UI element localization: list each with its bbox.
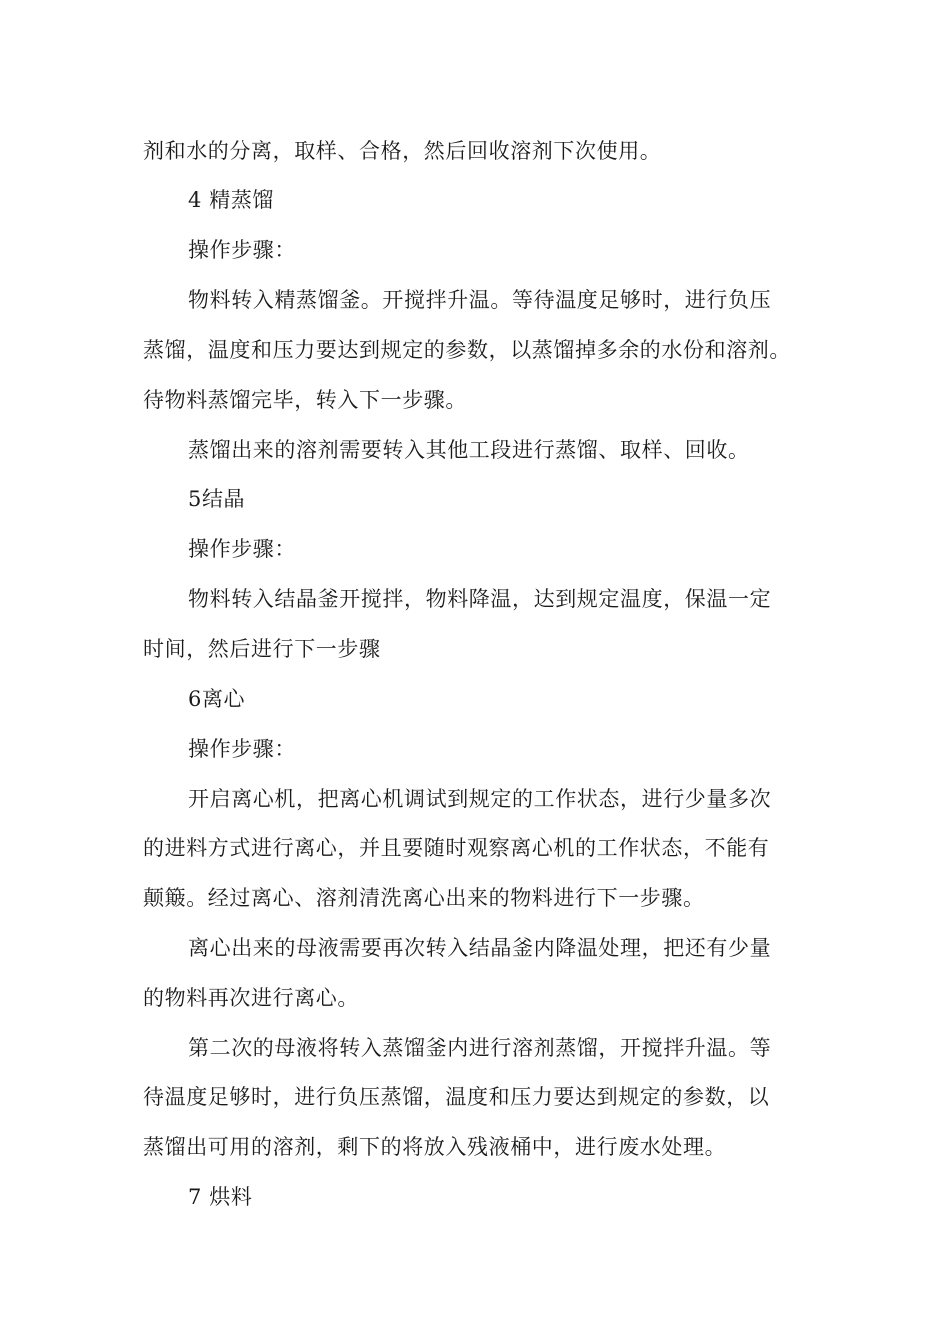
- paragraph-line: 剂和水的分离，取样、合格，然后回收溶剂下次使用。: [143, 139, 662, 163]
- section-heading: 6离心: [188, 687, 246, 711]
- section-heading: 7 烘料: [188, 1185, 253, 1209]
- paragraph-line: 第二次的母液将转入蒸馏釜内进行溶剂蒸馏，开搅拌升温。等: [188, 1036, 772, 1060]
- paragraph-label: 操作步骤：: [188, 238, 296, 262]
- paragraph-line: 蒸馏出可用的溶剂，剩下的将放入残液桶中，进行废水处理。: [143, 1135, 727, 1159]
- paragraph-line: 时间，然后进行下一步骤: [143, 637, 381, 661]
- paragraph-line: 待温度足够时，进行负压蒸馏，温度和压力要达到规定的参数，以: [143, 1085, 770, 1109]
- section-heading: 5结晶: [188, 487, 246, 511]
- paragraph-line: 颠簸。经过离心、溶剂清洗离心出来的物料进行下一步骤。: [143, 886, 705, 910]
- paragraph-line: 物料转入结晶釜开搅拌，物料降温，达到规定温度，保温一定: [188, 587, 772, 611]
- paragraph-line: 开启离心机，把离心机调试到规定的工作状态，进行少量多次: [188, 787, 772, 811]
- paragraph-line: 离心出来的母液需要再次转入结晶釜内降温处理，把还有少量: [188, 936, 772, 960]
- section-heading: 4 精蒸馏: [188, 188, 275, 212]
- paragraph-line: 的进料方式进行离心，并且要随时观察离心机的工作状态，不能有: [143, 836, 770, 860]
- paragraph-line: 物料转入精蒸馏釜。开搅拌升温。等待温度足够时，进行负压: [188, 288, 772, 312]
- paragraph-label: 操作步骤：: [188, 537, 296, 561]
- paragraph-line: 的物料再次进行离心。: [143, 986, 359, 1010]
- paragraph-label: 操作步骤：: [188, 737, 296, 761]
- paragraph-line: 待物料蒸馏完毕，转入下一步骤。: [143, 388, 467, 412]
- paragraph-line: 蒸馏，温度和压力要达到规定的参数，以蒸馏掉多余的水份和溶剂。: [143, 338, 791, 362]
- paragraph-line: 蒸馏出来的溶剂需要转入其他工段进行蒸馏、取样、回收。: [188, 438, 750, 462]
